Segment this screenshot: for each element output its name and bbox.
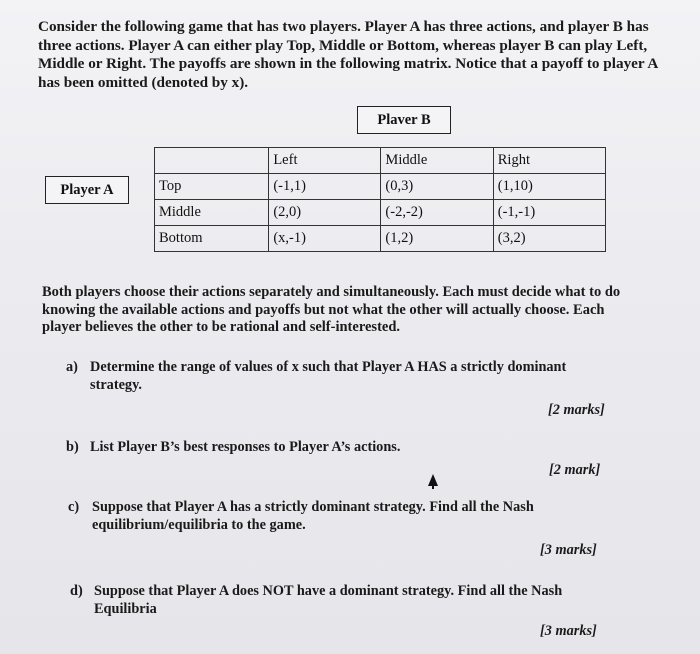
matrix-row-top [155, 174, 606, 200]
question-c-text-line2: equilibrium/equilibria to the game. [92, 516, 306, 533]
cell-bottom-left: (x,-1) [269, 226, 381, 252]
cell-top-left: (-1,1) [269, 174, 381, 200]
question-d-marks: [3 marks] [540, 623, 597, 639]
matrix-corner [155, 148, 269, 174]
column-header-middle: Middle [381, 148, 493, 174]
player-a-label: Player A [45, 176, 129, 204]
question-b-label: b) [66, 439, 79, 455]
payoff-matrix [154, 147, 606, 252]
question-a-marks: [2 marks] [548, 402, 605, 418]
matrix-row-middle [155, 200, 606, 226]
player-b-label: Plaver B [357, 106, 451, 134]
cell-middle-left: (2,0) [269, 200, 381, 226]
question-c [68, 499, 628, 534]
question-b-text-line1: List Player B’s best responses to Player A’s actions. [90, 439, 401, 455]
matrix-header-row [155, 148, 606, 174]
row-label-middle: Middle [155, 200, 269, 226]
cell-middle-right: (-1,-1) [493, 200, 605, 226]
cell-middle-middle: (-2,-2) [381, 200, 493, 226]
cell-bottom-middle: (1,2) [381, 226, 493, 252]
question-d [70, 583, 630, 618]
mouse-pointer-icon [428, 474, 438, 486]
question-d-label: d) [70, 583, 83, 599]
question-a-label: a) [66, 359, 78, 375]
row-label-bottom: Bottom [155, 226, 269, 252]
question-c-label: c) [68, 499, 80, 515]
question-a [66, 359, 626, 394]
row-label-top: Top [155, 174, 269, 200]
cell-bottom-right: (3,2) [493, 226, 605, 252]
question-c-marks: [3 marks] [540, 542, 597, 558]
column-header-left: Left [269, 148, 381, 174]
matrix-row-bottom [155, 226, 606, 252]
intro-paragraph: Consider the following game that has two players. Player A has three actions, and player B has three actions. Player A can either play Top, Middle or Bottom, whereas player B can play Left, Middle or Right. The payoffs are shown in the following matrix. Notice that a payoff to player A has been omitted (denoted by x). [38, 18, 658, 91]
question-a-text-line2: strategy. [90, 376, 143, 393]
cell-top-right: (1,10) [493, 174, 605, 200]
question-b-marks: [2 mark] [549, 462, 601, 478]
column-header-right: Right [493, 148, 605, 174]
question-b [66, 439, 626, 457]
instructions-paragraph: Both players choose their actions separately and simultaneously. Each must decide what to do knowing the available actions and payoffs but not what the other will actually choose. Each player believes the other to be rational and self-interested. [42, 284, 621, 335]
question-d-text-line2: Equilibria [94, 600, 157, 617]
question-d-text-line1: Suppose that Player A does NOT have a dominant strategy. Find all the Nash [94, 583, 563, 599]
question-a-text-line1: Determine the range of values of x such that Player A HAS a strictly dominant [90, 359, 567, 375]
cell-top-middle: (0,3) [381, 174, 493, 200]
question-c-text-line1: Suppose that Player A has a strictly dominant strategy. Find all the Nash [92, 499, 534, 515]
